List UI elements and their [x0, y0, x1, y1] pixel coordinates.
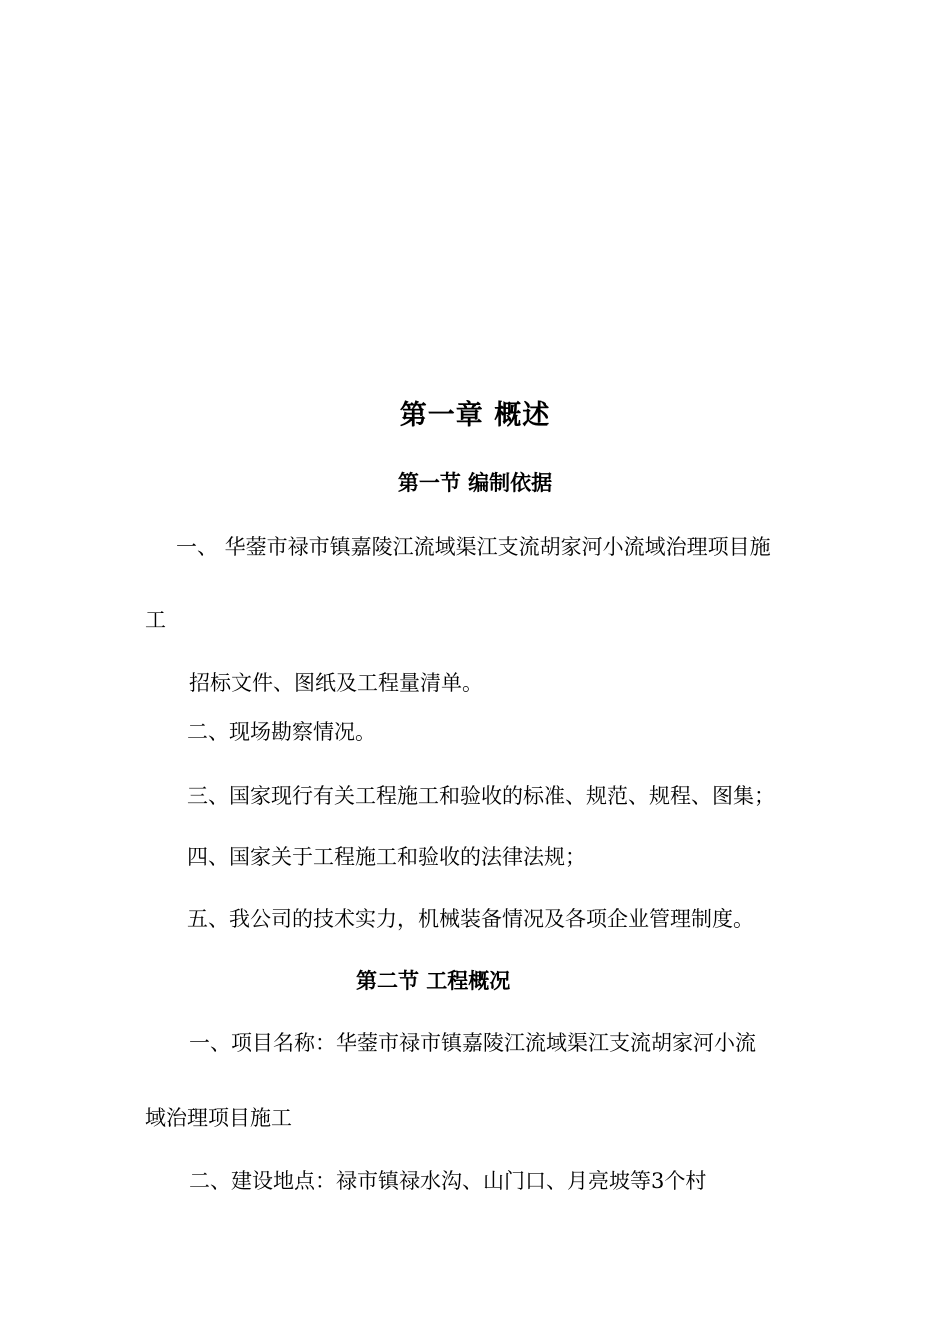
basis-item-3: 三、国家现行有关工程施工和验收的标准、规范、规程、图集； [187, 784, 775, 808]
basis-item-1-line-3: 招标文件、图纸及工程量清单。 [189, 671, 483, 695]
basis-item-4: 四、国家关于工程施工和验收的法律法规； [187, 845, 586, 869]
section-title-overview: 第二节 工程概况 [356, 968, 511, 993]
basis-item-5: 五、我公司的技术实力，机械装备情况及各项企业管理制度。 [187, 907, 754, 931]
overview-item-1-line-2: 域治理项目施工 [145, 1106, 292, 1130]
basis-item-1-line-2: 工 [145, 608, 166, 632]
overview-item-1-line-1: 一、项目名称：华蓥市禄市镇嘉陵江流域渠江支流胡家河小流 [189, 1031, 756, 1055]
basis-item-1-line-1: 一、 华蓥市禄市镇嘉陵江流域渠江支流胡家河小流域治理项目施 [176, 535, 771, 559]
section-title-basis: 第一节 编制依据 [397, 470, 553, 495]
basis-item-2: 二、现场勘察情况。 [187, 720, 376, 744]
chapter-title: 第一章 概述 [399, 400, 551, 431]
overview-item-2: 二、建设地点：禄市镇禄水沟、山门口、月亮坡等3个村 [189, 1169, 707, 1193]
